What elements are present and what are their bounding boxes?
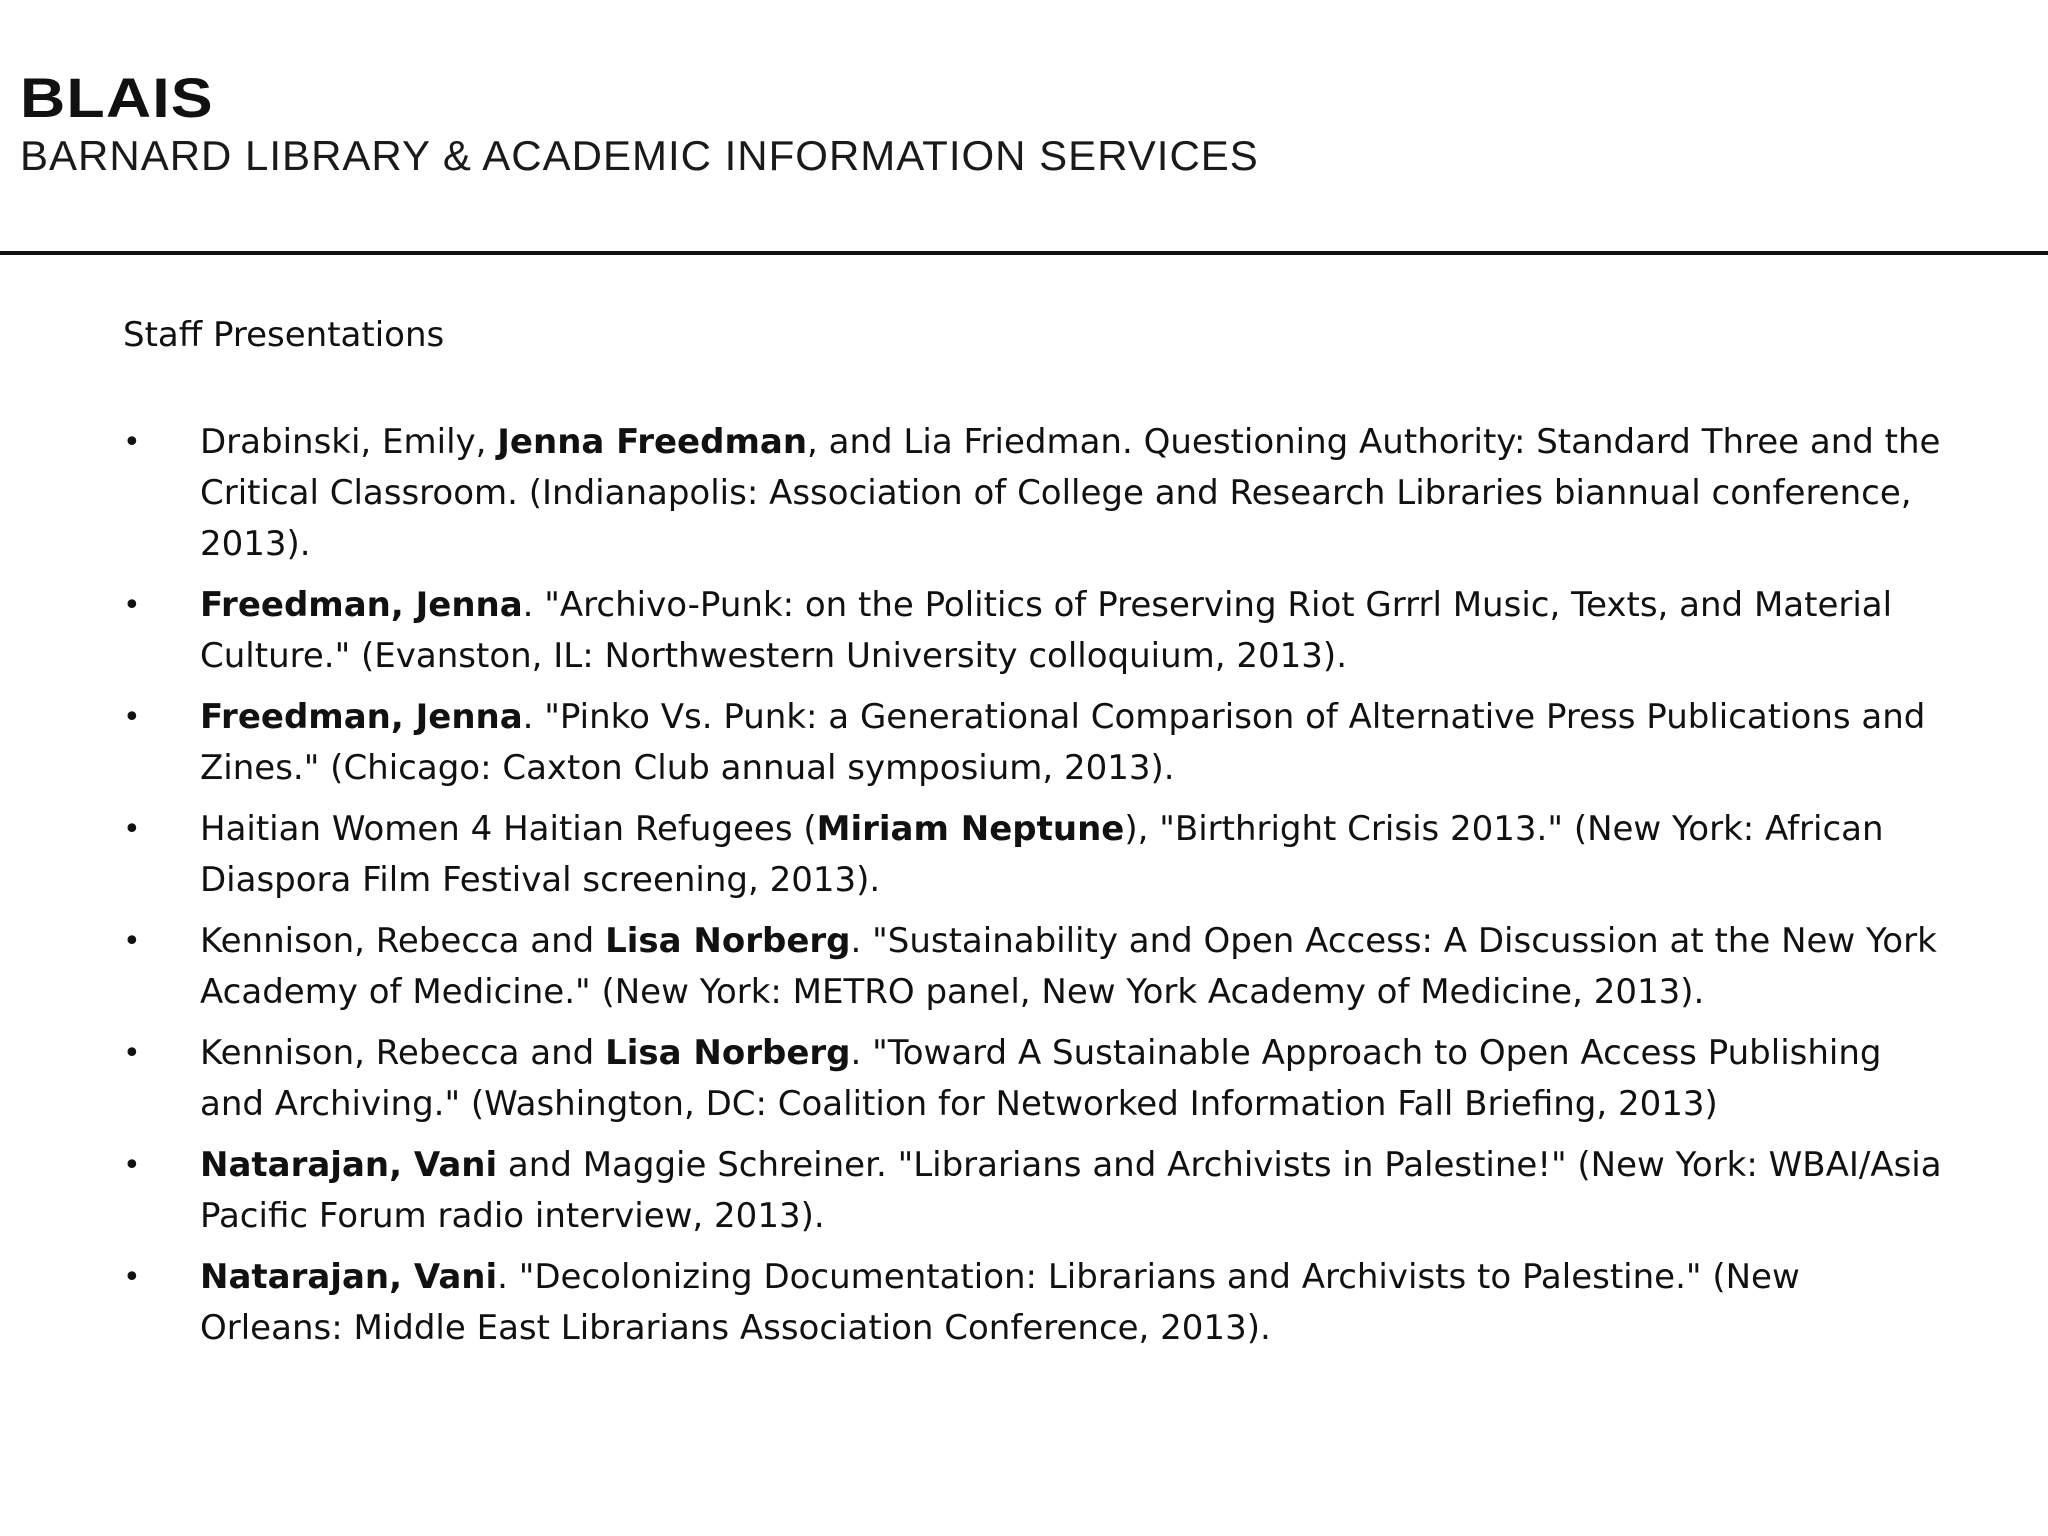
- main-content: [123, 305, 1943, 1364]
- item-post-text: . "Archivo-Punk: on the Politics of Preserving Riot Grrrl Music, Texts, and Material Culture." (Evanston, IL: Northwestern University colloquium, 2013).: [200, 585, 1893, 676]
- item-pre-text: Haitian Women 4 Haitian Refugees (: [200, 809, 817, 849]
- list-item: [123, 1252, 1943, 1354]
- staff-name: Lisa Norberg: [605, 921, 851, 961]
- staff-name: Freedman, Jenna: [200, 585, 523, 625]
- item-post-text: . "Toward A Sustainable Approach to Open Access Publishing and Archiving." (Washington, DC: Coalition for Networked Information Fall Briefing, 2013): [200, 1033, 1882, 1124]
- item-post-text: ), "Birthright Crisis 2013." (New York: African Diaspora Film Festival screening, 2013).: [200, 809, 1884, 900]
- brand-subtitle: BARNARD LIBRARY & ACADEMIC INFORMATION SERVICES: [20, 132, 1259, 179]
- list-item: [123, 1028, 1943, 1130]
- bullet-icon: •: [123, 1036, 141, 1071]
- item-post-text: . "Decolonizing Documentation: Librarians and Archivists to Palestine." (New Orleans: Middle East Librarians Association Conference, 2013).: [200, 1257, 1800, 1348]
- list-item: [123, 916, 1943, 1018]
- staff-name: Lisa Norberg: [605, 1033, 851, 1073]
- page-title: Staff Presentations: [123, 315, 445, 355]
- bullet-icon: •: [123, 812, 141, 847]
- item-pre-text: Drabinski, Emily,: [200, 422, 498, 462]
- item-post-text: and Maggie Schreiner. "Librarians and Archivists in Palestine!" (New York: WBAI/Asia Pacific Forum radio interview, 2013).: [200, 1145, 1942, 1236]
- bullet-icon: •: [123, 1148, 141, 1183]
- list-item: [123, 692, 1943, 794]
- item-post-text: . "Pinko Vs. Punk: a Generational Comparison of Alternative Press Publications and Zines." (Chicago: Caxton Club annual symposium, 2013).: [200, 697, 1926, 788]
- bullet-icon: •: [123, 700, 141, 735]
- presentation-list: [123, 417, 1943, 1354]
- bullet-icon: •: [123, 588, 141, 623]
- bullet-icon: •: [123, 1260, 141, 1295]
- list-item: [123, 804, 1943, 906]
- item-pre-text: Kennison, Rebecca and: [200, 1033, 606, 1073]
- list-item: [123, 1140, 1943, 1242]
- header-divider: [0, 251, 2048, 255]
- brand-logo-title: BLAIS: [20, 66, 214, 129]
- item-pre-text: Kennison, Rebecca and: [200, 921, 606, 961]
- staff-name: Natarajan, Vani: [200, 1257, 498, 1297]
- bullet-icon: •: [123, 924, 141, 959]
- staff-name: Jenna Freedman: [497, 422, 808, 462]
- staff-name: Freedman, Jenna: [200, 697, 523, 737]
- item-post-text: . "Sustainability and Open Access: A Discussion at the New York Academy of Medicine." (New York: METRO panel, New York Academy of Medicine, 2013).: [200, 921, 1937, 1012]
- staff-name: Miriam Neptune: [816, 809, 1125, 849]
- list-item: [123, 580, 1943, 682]
- staff-name: Natarajan, Vani: [200, 1145, 498, 1185]
- header: [20, 62, 1820, 182]
- list-item: [123, 417, 1943, 570]
- bullet-icon: •: [123, 425, 141, 460]
- item-post-text: , and Lia Friedman. Questioning Authority: Standard Three and the Critical Classroom. (Indianapolis: Association of College and Research Libraries biannual conference, 2013).: [200, 422, 1941, 564]
